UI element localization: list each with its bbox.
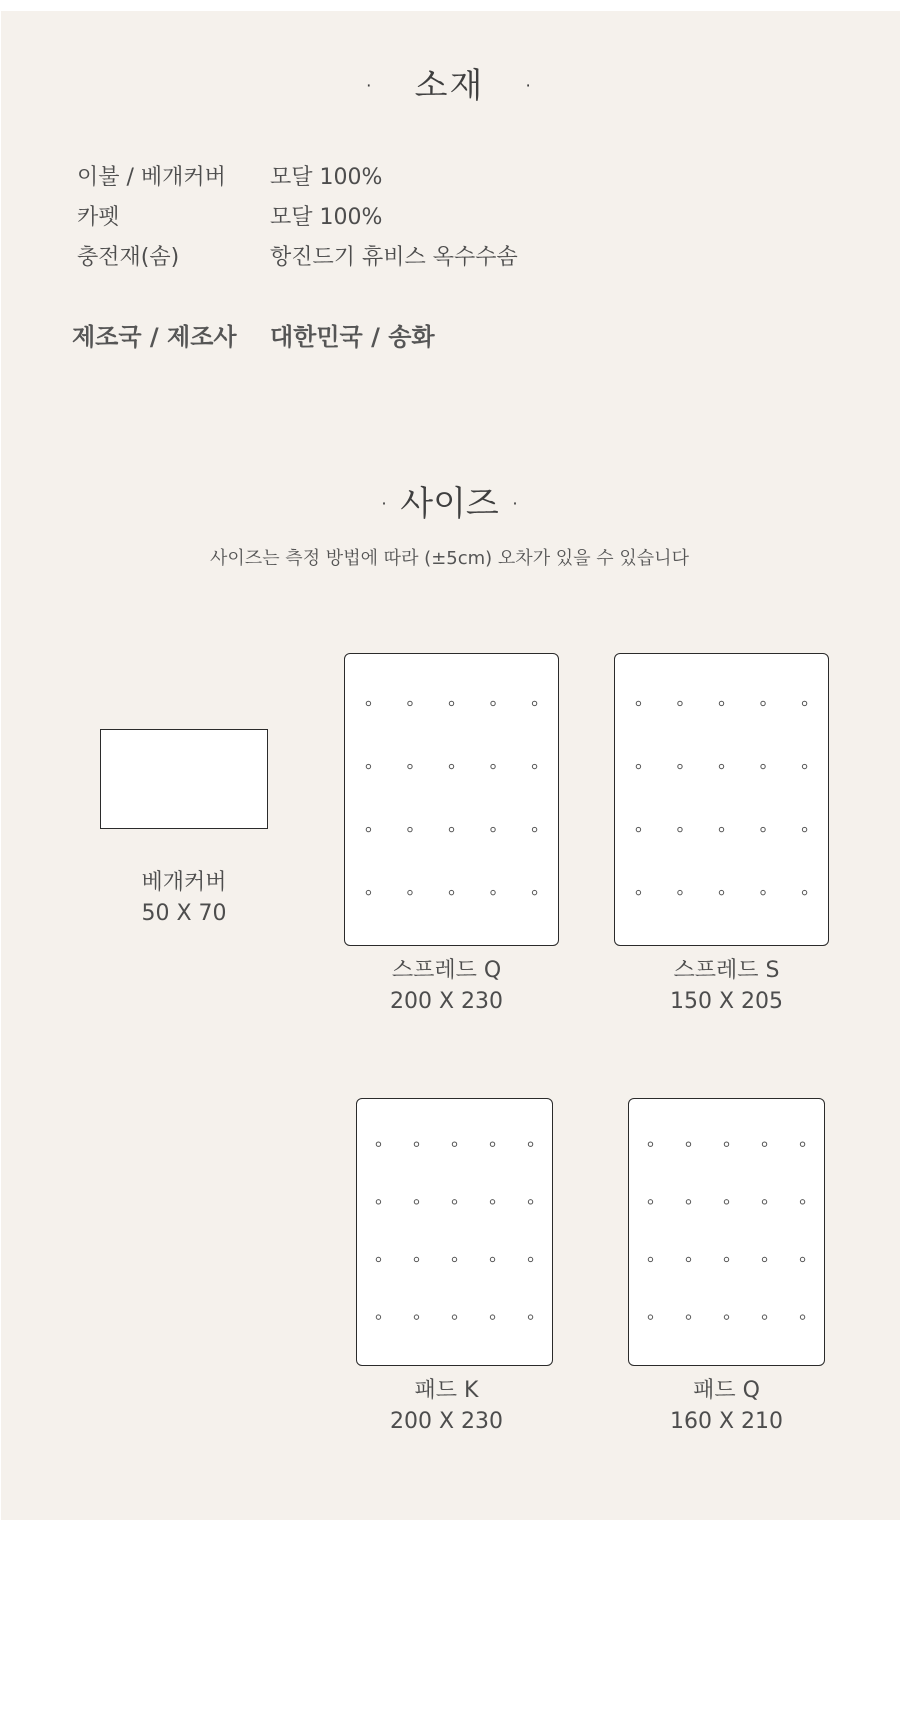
quilting-dot <box>800 1142 804 1146</box>
quilting-dot <box>761 764 765 768</box>
quilting-dot <box>761 890 765 894</box>
quilting-dot <box>636 701 640 705</box>
quilting-dot <box>762 1200 766 1204</box>
material-row-label: 카펫 <box>77 205 120 230</box>
quilting-dot <box>636 827 640 831</box>
quilting-dot <box>491 764 495 768</box>
size-item-dims: 160 X 210 <box>669 1409 784 1434</box>
quilting-dot <box>719 827 723 831</box>
quilting-dot <box>762 1257 766 1261</box>
quilting-dot <box>636 890 640 894</box>
quilting-dot <box>724 1315 728 1319</box>
pad-q-outline <box>628 1098 825 1366</box>
origin-label: 제조국 / 제조사 <box>72 323 237 351</box>
size-item-dims: 150 X 205 <box>669 989 784 1014</box>
quilting-dot <box>414 1142 418 1146</box>
origin-value: 대한민국 / 송화 <box>270 323 435 351</box>
material-row-value: 항진드기 휴비스 옥수수솜 <box>270 245 518 270</box>
quilting-dot <box>366 764 370 768</box>
quilting-dot <box>449 890 453 894</box>
quilting-dot <box>452 1257 456 1261</box>
size-item-name: 패드 K <box>414 1378 479 1403</box>
quilting-dot <box>802 764 806 768</box>
quilting-dot <box>686 1315 690 1319</box>
quilting-dot <box>532 764 536 768</box>
quilting-dot <box>490 1257 494 1261</box>
quilting-dot <box>376 1257 380 1261</box>
quilting-dot <box>449 764 453 768</box>
quilting-dot <box>678 827 682 831</box>
quilting-dot <box>528 1200 532 1204</box>
quilting-dot <box>686 1142 690 1146</box>
quilting-dot <box>452 1315 456 1319</box>
quilting-dot <box>528 1142 532 1146</box>
quilting-dot <box>800 1200 804 1204</box>
quilting-dot <box>719 890 723 894</box>
size-item-label <box>100 867 268 929</box>
pad-k-outline <box>356 1098 553 1366</box>
quilting-dot <box>490 1315 494 1319</box>
size-tolerance-note: 사이즈는 측정 방법에 따라 (±5cm) 오차가 있을 수 있습니다 <box>210 548 689 569</box>
material-row-label: 이불 / 베개커버 <box>77 165 226 190</box>
quilting-dot <box>678 764 682 768</box>
quilting-dot <box>366 701 370 705</box>
quilting-dot <box>452 1142 456 1146</box>
quilting-dot <box>490 1200 494 1204</box>
quilting-dot <box>532 890 536 894</box>
size-item-name: 패드 Q <box>693 1378 760 1403</box>
quilting-dot <box>408 827 412 831</box>
quilting-dot <box>366 890 370 894</box>
quilting-dot <box>528 1257 532 1261</box>
quilting-dot <box>719 764 723 768</box>
quilting-dot <box>802 827 806 831</box>
quilting-dot <box>724 1200 728 1204</box>
material-row-label: 충전재(솜) <box>77 245 180 270</box>
quilting-dot <box>800 1257 804 1261</box>
quilting-dot <box>678 890 682 894</box>
quilting-dot <box>449 701 453 705</box>
quilting-dot <box>802 701 806 705</box>
quilting-dot <box>532 827 536 831</box>
quilting-dot <box>648 1257 652 1261</box>
spread-q-outline <box>344 653 559 946</box>
quilting-dot <box>678 701 682 705</box>
quilting-dot <box>719 701 723 705</box>
quilting-dot <box>761 701 765 705</box>
quilting-dot <box>491 827 495 831</box>
quilting-dot <box>648 1142 652 1146</box>
quilting-dot <box>761 827 765 831</box>
quilting-dot <box>376 1315 380 1319</box>
quilting-dot <box>376 1142 380 1146</box>
material-row-value: 모달 100% <box>270 205 383 230</box>
size-item-label <box>344 1375 549 1437</box>
quilting-dot <box>532 701 536 705</box>
size-item-dims: 200 X 230 <box>389 1409 504 1434</box>
size-item-label <box>624 1375 829 1437</box>
quilting-dot <box>452 1200 456 1204</box>
quilting-dot <box>414 1257 418 1261</box>
quilting-pattern <box>357 1099 552 1365</box>
quilting-dot <box>724 1257 728 1261</box>
quilting-dot <box>528 1315 532 1319</box>
quilting-dot <box>762 1315 766 1319</box>
quilting-dot <box>414 1200 418 1204</box>
quilting-dot <box>491 701 495 705</box>
quilting-dot <box>376 1200 380 1204</box>
quilting-dot <box>686 1257 690 1261</box>
spread-s-outline <box>614 653 829 946</box>
size-item-label <box>344 955 549 1017</box>
material-row-value: 모달 100% <box>270 165 383 190</box>
quilting-pattern <box>629 1099 824 1365</box>
quilting-dot <box>414 1315 418 1319</box>
quilting-dot <box>636 764 640 768</box>
quilting-dot <box>449 827 453 831</box>
quilting-dot <box>648 1200 652 1204</box>
quilting-dot <box>724 1142 728 1146</box>
quilting-dot <box>408 764 412 768</box>
quilting-pattern <box>345 654 558 945</box>
quilting-dot <box>366 827 370 831</box>
quilting-dot <box>686 1200 690 1204</box>
pillow-cover-outline <box>100 729 268 829</box>
size-item-dims: 50 X 70 <box>141 901 227 926</box>
quilting-dot <box>762 1142 766 1146</box>
size-item-name: 스프레드 Q <box>391 958 502 983</box>
quilting-dot <box>802 890 806 894</box>
quilting-dot <box>491 890 495 894</box>
material-section-title: · 소재 · <box>363 66 536 106</box>
quilting-pattern <box>615 654 828 945</box>
size-section-title: · 사이즈 · <box>378 484 521 524</box>
size-item-dims: 200 X 230 <box>389 989 504 1014</box>
size-item-name: 베개커버 <box>141 870 227 895</box>
size-item-name: 스프레드 S <box>673 958 780 983</box>
quilting-dot <box>648 1315 652 1319</box>
quilting-dot <box>490 1142 494 1146</box>
quilting-dot <box>800 1315 804 1319</box>
quilting-dot <box>408 890 412 894</box>
size-item-label <box>624 955 829 1017</box>
quilting-dot <box>408 701 412 705</box>
